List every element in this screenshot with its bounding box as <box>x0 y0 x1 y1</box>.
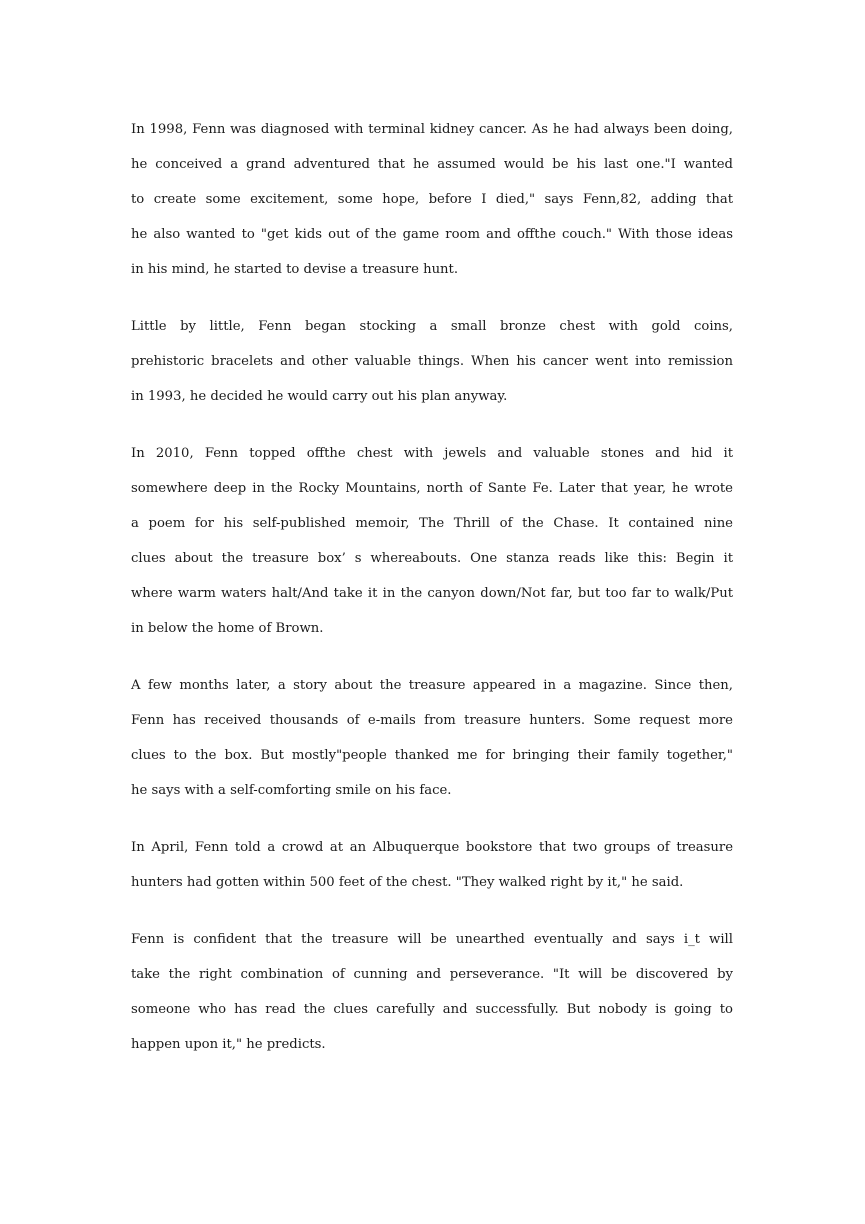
text-line: hunters had gotten within 500 feet of the chest. "They walked right by it," he said. <box>131 875 684 890</box>
text-line: take the right combination of cunning and perseverance. "It will be discovered by <box>131 967 733 982</box>
text-line: in 1993, he decided he would carry out his plan anyway. <box>131 389 508 404</box>
text-line: Little by little, Fenn began stocking a small bronze chest with gold coins, <box>131 319 733 334</box>
text-line: A few months later, a story about the treasure appeared in a magazine. Since then, <box>131 678 733 693</box>
text-line: in below the home of Brown. <box>131 621 324 636</box>
text-line: clues to the box. But mostly"people thanked me for bringing their family together," <box>131 748 733 763</box>
text-line: someone who has read the clues carefully and successfully. But nobody is going to <box>131 1002 733 1017</box>
text-line: In April, Fenn told a crowd at an Albuquerque bookstore that two groups of treasure <box>131 840 733 855</box>
paragraph <box>131 112 733 287</box>
text-line: a poem for his self-published memoir, The Thrill of the Chase. It contained nine <box>131 516 733 531</box>
text-line: he also wanted to "get kids out of the game room and offthe couch." With those ideas <box>131 227 733 242</box>
paragraph <box>131 309 733 414</box>
text-line: somewhere deep in the Rocky Mountains, north of Sante Fe. Later that year, he wrote <box>131 481 733 496</box>
text-line: Fenn is confident that the treasure will be unearthed eventually and says i_t will <box>131 932 733 947</box>
text-line: to create some excitement, some hope, before I died," says Fenn,82, adding that <box>131 192 733 207</box>
text-line: clues about the treasure box’ s whereabouts. One stanza reads like this: Begin it <box>131 551 733 566</box>
text-line: where warm waters halt/And take it in the canyon down/Not far, but too far to walk/Put <box>131 586 733 601</box>
paragraph <box>131 922 733 1062</box>
text-line: In 1998, Fenn was diagnosed with terminal kidney cancer. As he had always been doing, <box>131 122 733 137</box>
text-line: happen upon it," he predicts. <box>131 1037 326 1052</box>
paragraph <box>131 436 733 646</box>
paragraph <box>131 668 733 808</box>
paragraph <box>131 830 733 900</box>
text-line: prehistoric bracelets and other valuable things. When his cancer went into remission <box>131 354 733 369</box>
article-body <box>131 112 733 1084</box>
text-line: Fenn has received thousands of e-mails from treasure hunters. Some request more <box>131 713 733 728</box>
text-line: in his mind, he started to devise a treasure hunt. <box>131 262 459 277</box>
text-line: he says with a self-comforting smile on his face. <box>131 783 452 798</box>
text-line: he conceived a grand adventured that he assumed would be his last one."I wanted <box>131 157 733 172</box>
text-line: In 2010, Fenn topped offthe chest with jewels and valuable stones and hid it <box>131 446 733 461</box>
